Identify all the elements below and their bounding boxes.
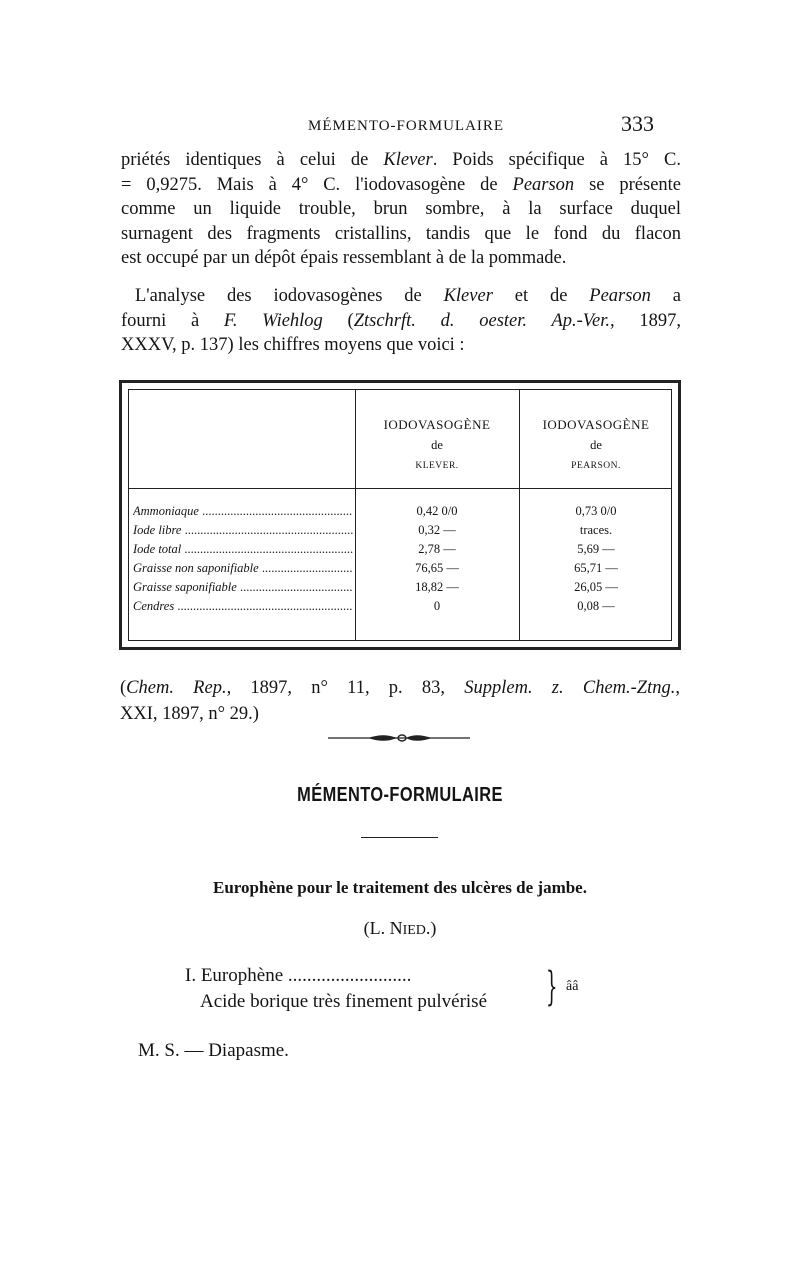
cell-klever: 18,82 — <box>415 580 459 594</box>
cell-klever: 0 <box>433 599 441 613</box>
column-header-pearson: IODOVASOGÈNE de PEARSON. <box>542 417 650 471</box>
cell-pearson: traces. <box>579 523 613 537</box>
cell-klever: 0,32 — <box>418 523 456 537</box>
row-label-graisse-saponifiable: Graisse saponifiable ..... <box>133 580 353 595</box>
recipe-author: (L. NIED.) <box>363 918 437 938</box>
cell-klever: 0,42 0/0 <box>416 504 458 518</box>
row-label-ammoniaque: Ammoniaque ..... <box>133 504 353 519</box>
cell-pearson: 5,69 — <box>577 542 615 556</box>
paragraph-2 <box>121 284 681 358</box>
header-separator <box>129 488 671 489</box>
row-label-graisse-non-saponifiable: Graisse non saponifiable ..... <box>133 561 353 576</box>
row-label-iode-libre: Iode libre ..... <box>133 523 353 538</box>
ornament-divider <box>328 732 470 744</box>
quantity-aa: ââ <box>566 979 579 994</box>
citation <box>120 675 680 727</box>
cell-pearson: 65,71 — <box>574 561 618 575</box>
paragraph-2-line: L'analyse des iodovasogènes de Klever et de Pearson a <box>135 286 682 306</box>
paragraph-1-line: est occupé par un dépôt épais ressemblant à de la pommade. <box>121 248 567 268</box>
row-label-iode-total: Iode total ..... <box>133 542 353 557</box>
ingredient-europhene: I. Europhène .......................... <box>185 965 412 986</box>
paragraph-2-line: fourni à F. Wiehlog (Ztschrft. d. oester. Ap.-Ver., 1897, <box>121 310 681 331</box>
page-number: 333 <box>621 111 654 136</box>
heading-rule <box>361 837 438 838</box>
composition-table <box>119 380 681 650</box>
cell-pearson: 26,05 — <box>574 580 618 594</box>
paragraph-2-line: XXXV, p. 137) les chiffres moyens que voici : <box>121 335 465 355</box>
section-heading: MÉMENTO-FORMULAIRE <box>297 784 503 806</box>
row-label-cendres: Cendres ..... <box>133 599 353 614</box>
cell-klever: 2,78 — <box>418 542 456 556</box>
citation-line: (Chem. Rep., 1897, n° 11, p. 83, Supplem. z. Chem.-Ztng., <box>120 678 680 698</box>
cell-pearson: 0,08 — <box>577 599 615 613</box>
recipe-title: Europhène pour le traitement des ulcères de jambe. <box>213 878 587 897</box>
table-frame <box>128 389 672 641</box>
running-title: MÉMENTO-FORMULAIRE <box>308 118 505 134</box>
paragraph-1-line: = 0,9275. Mais à 4° C. l'iodovasogène de Pearson se présente <box>121 174 682 195</box>
cell-pearson: 0,73 0/0 <box>575 504 617 518</box>
ingredient-acide-borique: Acide borique très finement pulvérisé <box>200 991 488 1012</box>
paragraph-1 <box>121 148 681 271</box>
paragraph-1-line: priétés identiques à celui de Klever. Poids spécifique à 15° C. <box>121 150 681 170</box>
citation-line: XXI, 1897, n° 29.) <box>120 704 259 724</box>
column-header-klever: IODOVASOGÈNE de KLEVER. <box>383 417 491 471</box>
paragraph-1-line: surnagent des fragments cristallins, tandis que le fond du flacon <box>121 223 681 244</box>
usage-note: M. S. — Diapasme. <box>138 1040 289 1061</box>
brace-symbol: } <box>545 964 558 1010</box>
paragraph-1-line: comme un liquide trouble, brun sombre, à la surface duquel <box>121 199 681 219</box>
cell-klever: 76,65 — <box>415 561 459 575</box>
